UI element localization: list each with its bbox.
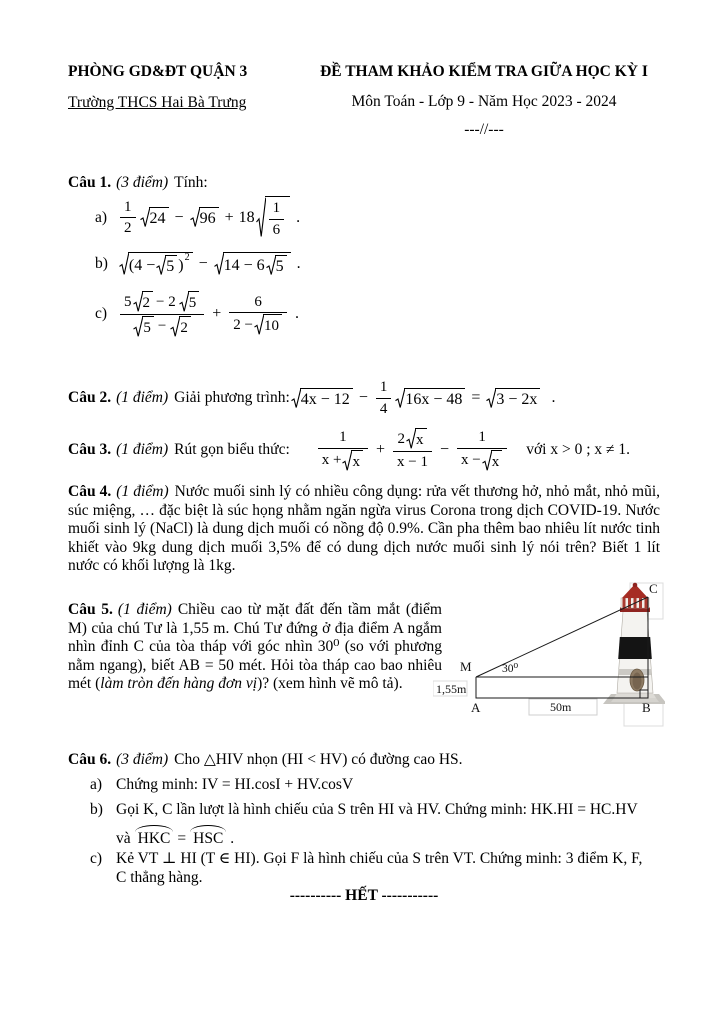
- radical-glyph: [214, 252, 224, 276]
- radical-glyph: [256, 196, 266, 240]
- figure-label-c: C: [649, 581, 658, 596]
- figure-distance-label: 50m: [550, 700, 572, 714]
- radical-glyph: [190, 207, 200, 228]
- question-3-label: Câu 3.: [68, 440, 112, 458]
- end-of-exam-mark: ---------- HẾT -----------: [289, 887, 439, 904]
- radical-glyph: [140, 207, 150, 228]
- question-6-label: Câu 6.: [68, 751, 112, 768]
- question-5-text-end: )? (xem hình vẽ mô tả).: [257, 675, 403, 693]
- question-6b-va: và: [116, 829, 131, 847]
- header-divider: ---//---: [464, 121, 504, 138]
- question-2-points: (1 điểm): [116, 389, 169, 407]
- radical-glyph: [170, 316, 180, 338]
- item-b-tag: b): [95, 255, 108, 272]
- question-4-text: Nước muối sinh lý có nhiều công dụng: rửa vết thương hở, nhỏ mắt, nhỏ mũi, súc miệng, … đặc biệt là súc họng nhằm ngăn ngừa virus Corona trong dịch COVID-19. Nước muối sinh lý (NaCl) là dung dịch muối có nồng độ 0.9%. Cần pha thêm bao nhiêu lít nước tinh khiết vào 9kg dung dịch muối 3,5% để có dung dịch nước muối sinh lý nói trên? Biết 1 lít nước có khối lượng là 1kg.: [68, 483, 661, 575]
- fraction: $\frac{1}{2}$: [120, 198, 136, 239]
- sqrt-radical: 5: [133, 316, 154, 338]
- item-b-tag: b): [90, 801, 103, 818]
- sqrt-radical: x: [482, 450, 503, 472]
- sqrt-radical: 5: [156, 255, 177, 276]
- question-2-label: Câu 2.: [68, 389, 112, 407]
- coefficient: 18: [238, 208, 255, 226]
- question-4-paragraph: [68, 483, 660, 576]
- radical-glyph: [395, 388, 405, 409]
- question-6c-line2: C thẳng hàng.: [116, 868, 203, 886]
- exam-subtitle: Môn Toán - Lớp 9 - Năm Học 2023 - 2024: [351, 93, 617, 110]
- minus-sign: −: [198, 255, 208, 272]
- question-1b-formula: [95, 252, 301, 276]
- sqrt-radical: x: [342, 450, 363, 472]
- radical-glyph: [133, 316, 143, 338]
- figure-label-b: B: [642, 700, 651, 715]
- radical-glyph: [179, 291, 189, 313]
- question-6-heading: [68, 750, 463, 769]
- sqrt-radical: 24: [140, 207, 169, 228]
- radical-glyph: [406, 428, 416, 450]
- fraction: 6 2 − 10: [229, 293, 287, 337]
- equals-sign: =: [177, 829, 187, 847]
- period: .: [551, 389, 556, 407]
- question-6b-line1: Gọi K, C lần lượt là hình chiếu của S trên HI và HV. Chứng minh: HK.HI = HC.HV: [116, 801, 638, 818]
- item-c-tag: c): [90, 850, 103, 867]
- fraction: $\frac{1}{4}$: [376, 378, 392, 419]
- fraction: 2 x x − 1: [393, 428, 432, 472]
- sqrt-radical: (4 − 5 ) 2: [119, 252, 193, 276]
- question-6c: [90, 850, 670, 887]
- question-1-points: (3 điểm): [116, 174, 169, 191]
- question-5-label: Câu 5.: [68, 601, 113, 618]
- question-6a-text: Chứng minh: IV = HI.cosI + HV.cosV: [116, 776, 354, 793]
- item-a-tag: a): [90, 776, 103, 793]
- question-5-text: Chiều cao từ mặt đất đến tầm mắt (điểm M) của chú Tư là 1,55 m. Chú Tư đứng ở địa điểm A ngắm nhìn đỉnh C của tòa tháp với góc nhìn 30⁰ (so với phương nằm ngang), biết AB = 50 mét. Hỏi tòa tháp cao bao nhiêu mét (: [68, 601, 442, 693]
- sqrt-radical: 5: [179, 291, 200, 313]
- period: .: [296, 208, 301, 226]
- radical-glyph: [486, 388, 496, 409]
- question-3-row: [68, 428, 630, 472]
- radical-glyph: [254, 314, 264, 336]
- question-1a-formula: [95, 196, 300, 240]
- sqrt-radical: 2: [170, 316, 191, 338]
- lighthouse-triangle-diagram: [433, 581, 665, 731]
- period: .: [295, 305, 300, 323]
- figure-label-m: M: [460, 659, 472, 674]
- radical-glyph: [482, 450, 492, 472]
- question-5-points: (1 điểm): [117, 601, 172, 618]
- plus-sign: +: [212, 305, 222, 323]
- question-6a: [90, 776, 670, 795]
- minus-sign: −: [439, 440, 450, 458]
- question-1-label: Câu 1.: [68, 174, 112, 191]
- exponent: 2: [184, 252, 190, 263]
- question-1-heading: [68, 174, 208, 192]
- question-6b: [90, 801, 670, 848]
- plus-sign: +: [375, 440, 386, 458]
- question-4-label: Câu 4.: [68, 483, 112, 500]
- minus-sign: −: [174, 208, 184, 226]
- department-name: PHÒNG GD&ĐT QUẬN 3: [68, 63, 248, 80]
- sqrt-radical: 2: [133, 291, 154, 313]
- radical-glyph: [133, 291, 143, 313]
- question-5-text-italic: làm tròn đến hàng đơn vị: [100, 675, 258, 693]
- question-6c-line1: Kẻ VT ⊥ HI (T ∈ HI). Gọi F là hình chiếu của S trên VT. Chứng minh: 3 điểm K, F,: [116, 850, 643, 867]
- question-1-intro: Tính:: [174, 174, 208, 191]
- fraction: 1 x + x: [318, 428, 368, 472]
- item-a-tag: a): [95, 208, 108, 226]
- question-6-points: (3 điểm): [116, 751, 169, 768]
- angle-arc-hkc: HKC: [135, 824, 174, 849]
- figure-label-a: A: [471, 700, 481, 715]
- radical-glyph: [119, 252, 129, 276]
- sqrt-radical: 14 − 6 5: [214, 252, 291, 276]
- lighthouse-illustration: [603, 583, 665, 704]
- sqrt-radical: 96: [190, 207, 219, 228]
- radical-glyph: [266, 255, 276, 276]
- header-left: [68, 63, 247, 112]
- sqrt-radical: 3 − 2x: [486, 388, 540, 409]
- item-c-tag: c): [95, 305, 108, 323]
- period: .: [296, 255, 301, 272]
- radical-glyph: [291, 388, 301, 409]
- question-6b-line2: [116, 824, 638, 849]
- radical-glyph: [156, 255, 166, 276]
- radical-glyph: [342, 450, 352, 472]
- equals-sign: =: [471, 389, 481, 407]
- question-3-condition: với x > 0 ; x ≠ 1.: [526, 440, 631, 458]
- angle-arc-hsc: HSC: [190, 824, 226, 849]
- plus-sign: +: [224, 208, 234, 226]
- sqrt-radical: 5: [266, 255, 287, 276]
- question-3-intro: Rút gọn biểu thức:: [174, 440, 290, 458]
- exam-title: ĐỀ THAM KHẢO KIỂM TRA GIỮA HỌC KỲ I: [320, 63, 648, 80]
- minus-sign: −: [358, 389, 368, 407]
- fraction: 1 x − x: [457, 428, 507, 472]
- question-5-paragraph: [68, 601, 442, 694]
- question-2-intro: Giải phương trình:: [174, 389, 290, 407]
- sqrt-radical: 10: [254, 314, 282, 336]
- question-2-row: [68, 378, 555, 419]
- question-3-points: (1 điểm): [116, 440, 169, 458]
- sqrt-radical: [256, 196, 291, 240]
- sqrt-radical: x: [406, 428, 427, 450]
- period: .: [230, 829, 235, 847]
- fraction: $\frac{1}{6}$: [269, 199, 285, 240]
- header-right: [300, 63, 668, 139]
- fraction: 5 2 − 2 5 5 − 2: [120, 291, 204, 338]
- question-1c-formula: [95, 291, 299, 338]
- sqrt-radical: 4x − 12: [291, 388, 353, 409]
- question-4-points: (1 điểm): [116, 483, 169, 500]
- sqrt-radical: 16x − 48: [395, 388, 465, 409]
- figure-eye-height-label: 1,55m: [436, 682, 467, 696]
- question-6-intro: Cho △HIV nhọn (HI < HV) có đường cao HS.: [174, 751, 463, 768]
- school-name: Trường THCS Hai Bà Trưng: [68, 94, 247, 111]
- figure-angle-label: 30⁰: [502, 663, 519, 675]
